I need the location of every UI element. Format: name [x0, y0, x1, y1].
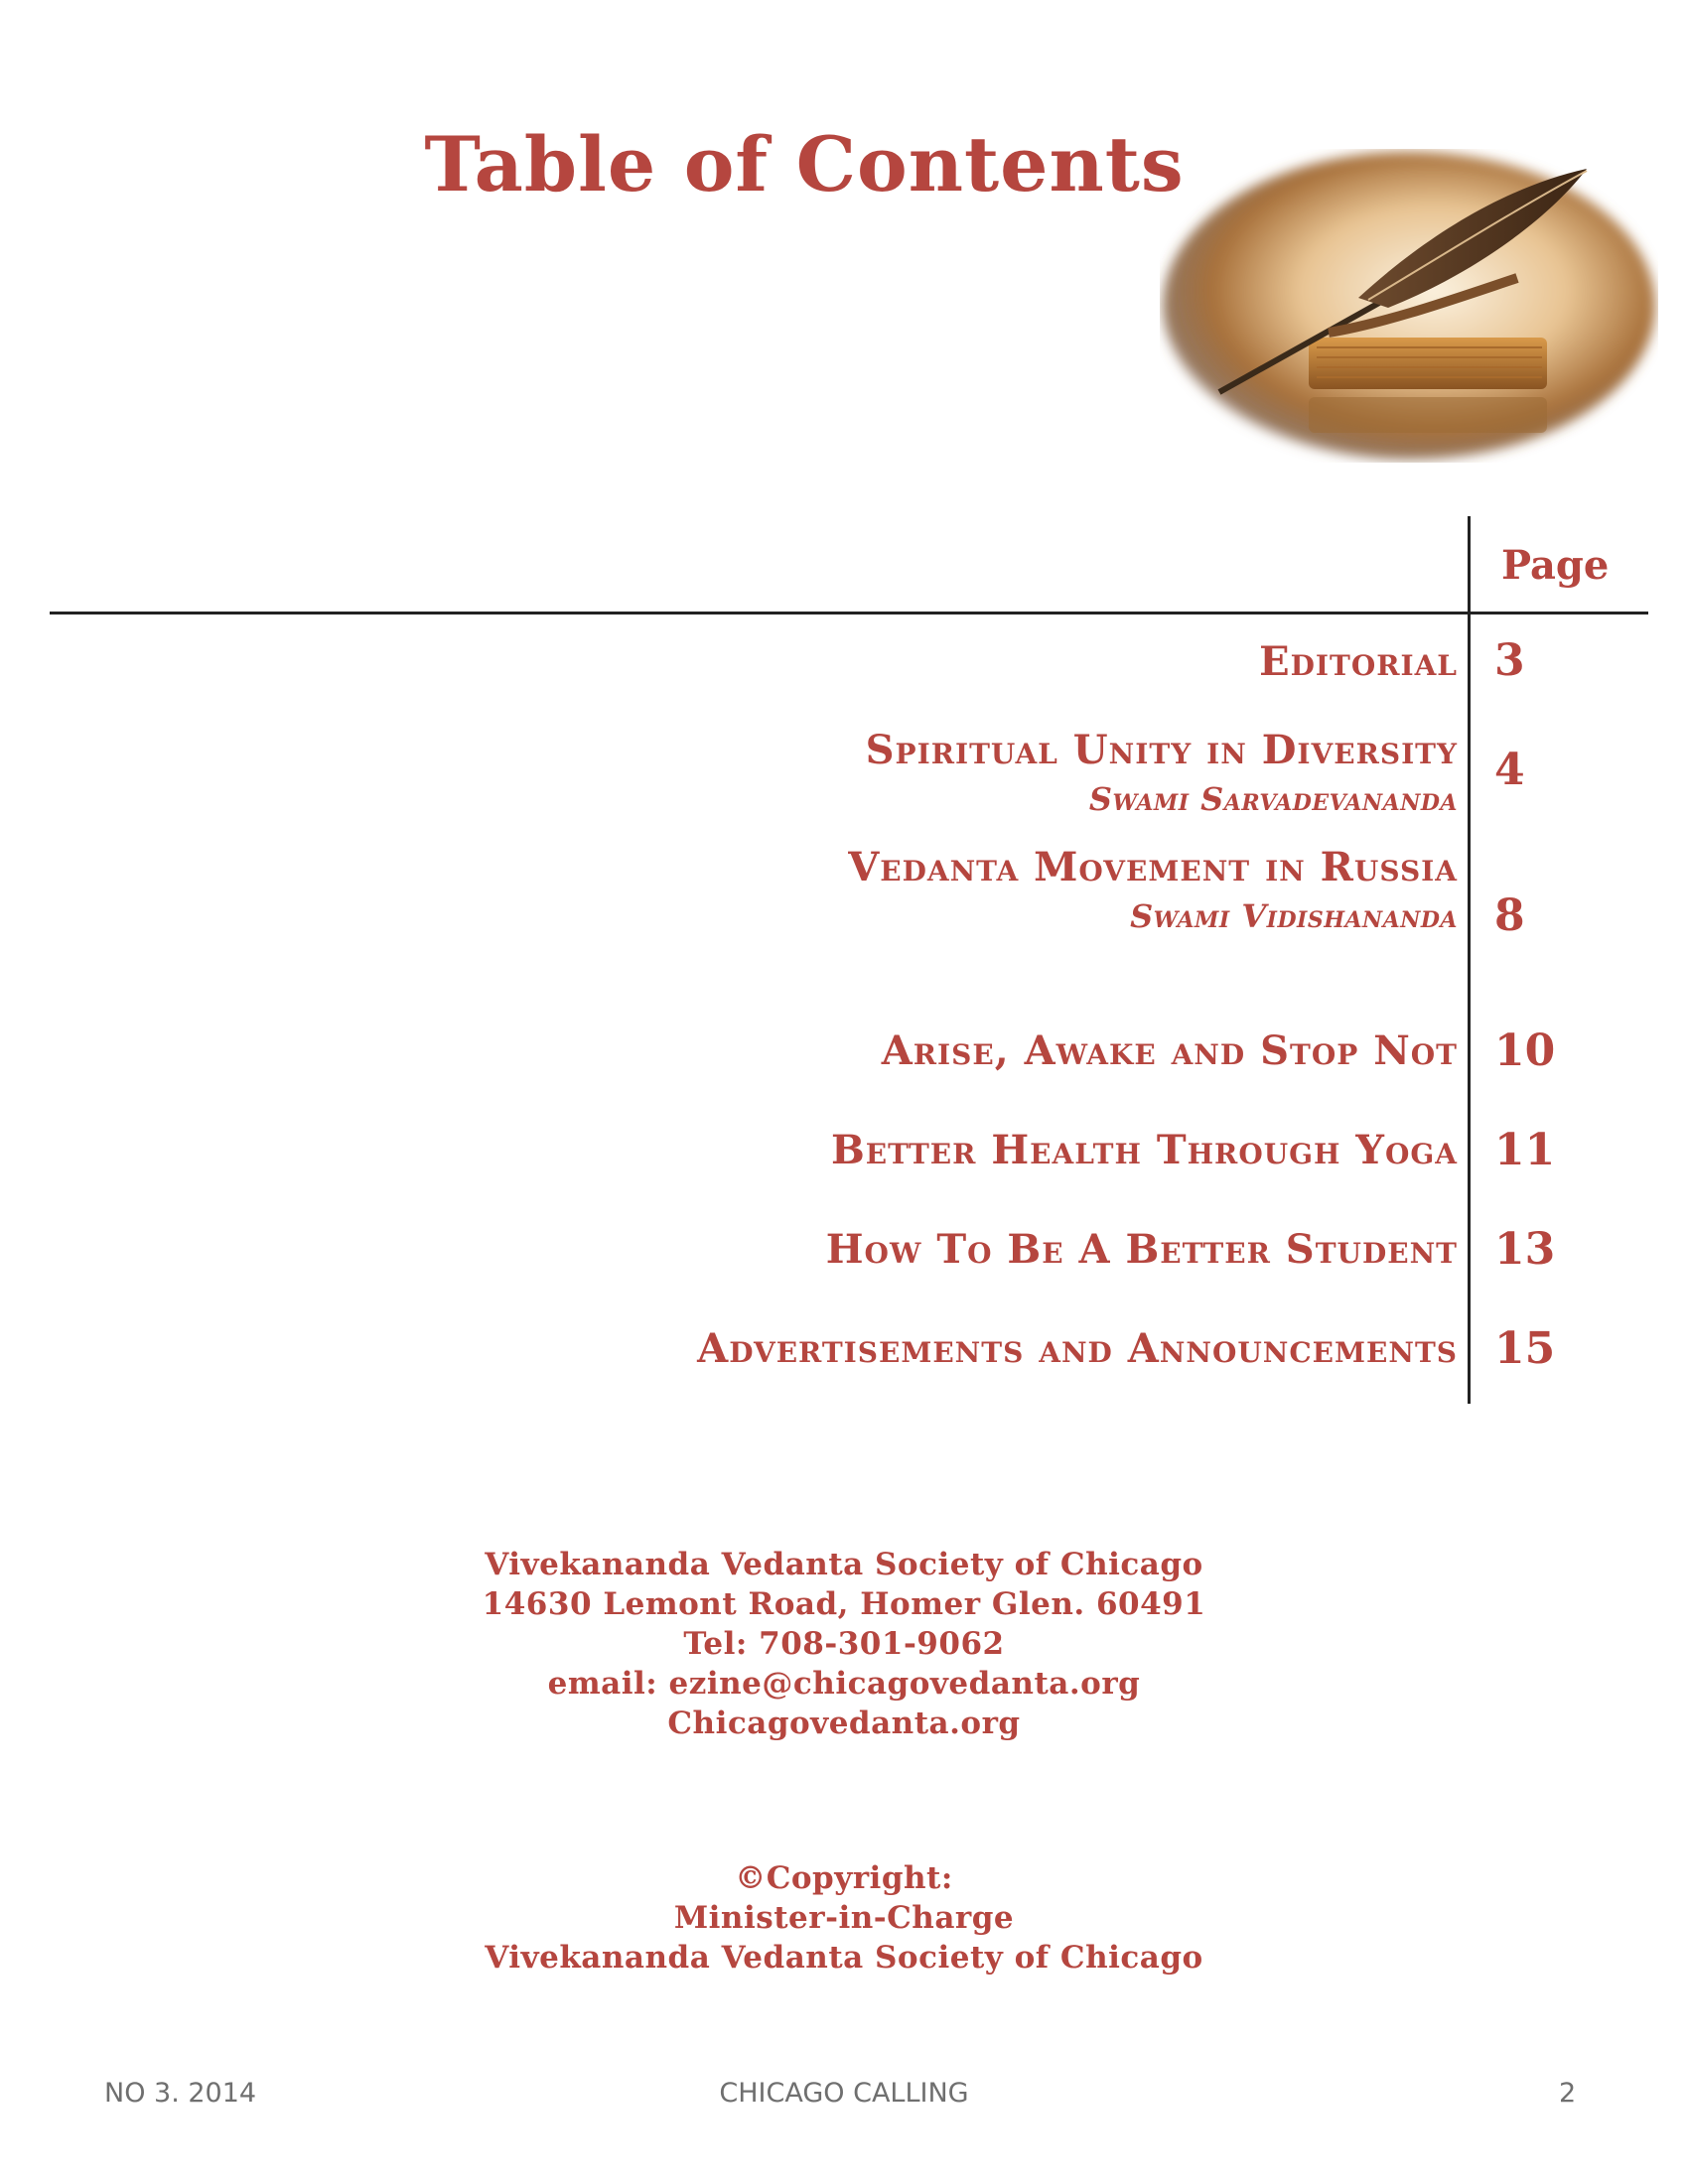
copyright-holder: Minister-in-Charge [673, 1900, 1015, 1936]
toc-entry-title[interactable]: Editorial [1259, 638, 1458, 685]
page-column-divider [1468, 516, 1471, 1404]
copyright-org: Vivekananda Vedanta Society of Chicago [485, 1940, 1203, 1976]
toc-entry-title[interactable]: Spiritual Unity in Diversity [865, 727, 1458, 773]
contact-tel: Tel: 708-301-9062 [683, 1626, 1005, 1662]
header-divider [50, 612, 1648, 614]
page-title: Table of Contents [424, 120, 1185, 208]
toc-entry-page: 8 [1494, 890, 1525, 941]
toc-entry-title[interactable]: How To Be A Better Student [825, 1226, 1458, 1273]
contact-org: Vivekananda Vedanta Society of Chicago [485, 1547, 1203, 1582]
footer-issue: NO 3. 2014 [104, 2078, 257, 2109]
toc-entry-title[interactable]: Vedanta Movement in Russia [848, 844, 1458, 890]
page-column-header: Page [1501, 542, 1610, 589]
footer-publication: CHICAGO CALLING [719, 2078, 969, 2109]
quill-and-book-image [1160, 149, 1658, 463]
contact-address: 14630 Lemont Road, Homer Glen. 60491 [482, 1586, 1206, 1622]
toc-entry-page: 15 [1494, 1323, 1556, 1374]
toc-entry-page: 13 [1494, 1224, 1556, 1275]
footer-page-number: 2 [1559, 2078, 1577, 2109]
toc-entry-page: 4 [1494, 745, 1525, 795]
toc-entry-page: 10 [1494, 1025, 1556, 1076]
contact-email[interactable]: email: ezine@chicagovedanta.org [547, 1666, 1141, 1702]
toc-entry-page: 11 [1494, 1125, 1556, 1175]
copyright-label: ©Copyright: [735, 1860, 953, 1896]
toc-entry-title[interactable]: Arise, Awake and Stop Not [881, 1027, 1458, 1074]
toc-entry-title[interactable]: Better Health Through Yoga [830, 1127, 1458, 1173]
toc-entry-author: Swami Vidishananda [1130, 897, 1458, 935]
contact-website[interactable]: Chicagovedanta.org [667, 1706, 1021, 1741]
toc-entry-page: 3 [1494, 635, 1525, 686]
toc-entry-title[interactable]: Advertisements and Announcements [697, 1325, 1458, 1372]
toc-entry-author: Swami Sarvadevananda [1088, 780, 1458, 818]
